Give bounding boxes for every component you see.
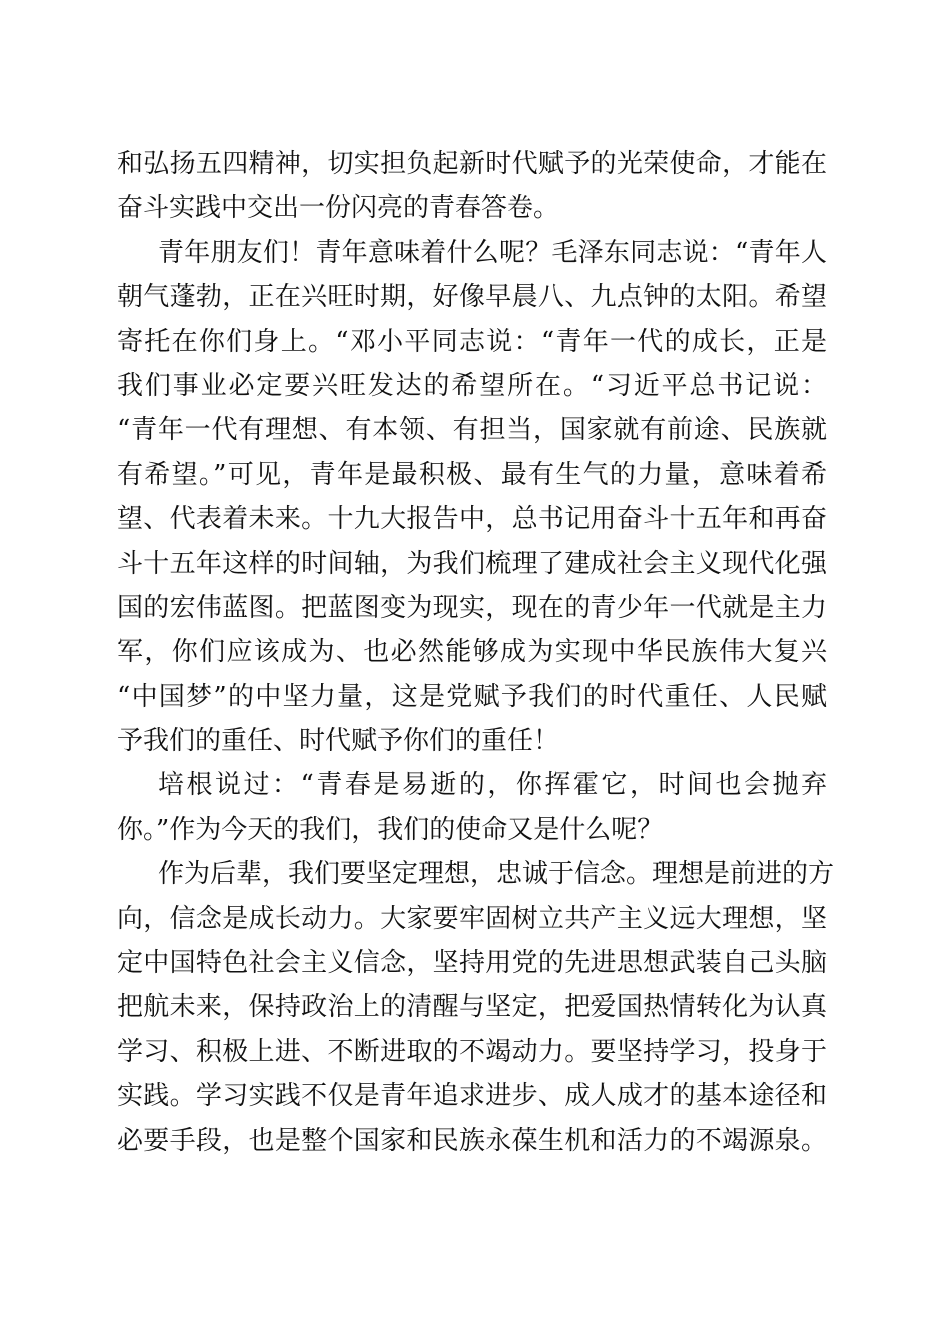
text-line: 寄托在你们身上。“邓小平同志说：“青年一代的成长，正是: [117, 326, 827, 357]
text-line: “青年一代有理想、有本领、有担当，国家就有前途、民族就: [117, 415, 827, 446]
text-line: 有希望。”可见，青年是最积极、最有生气的力量，意味着希: [117, 459, 827, 490]
paragraph-start-line: 培根说过：“青春是易逝的，你挥霍它，时间也会抛弃: [158, 770, 827, 801]
text-line: 实践。学习实践不仅是青年追求进步、成人成才的基本途径和: [117, 1081, 827, 1112]
text-line: 学习、积极上进、不断进取的不竭动力。要坚持学习，投身于: [117, 1036, 827, 1067]
text-line: 军，你们应该成为、也必然能够成为实现中华民族伟大复兴: [117, 637, 827, 668]
text-line: 奋斗实践中交出一份闪亮的青春答卷。: [117, 193, 560, 224]
text-line: 望、代表着未来。十九大报告中，总书记用奋斗十五年和再奋: [117, 504, 827, 535]
text-line: 斗十五年这样的时间轴，为我们梳理了建成社会主义现代化强: [117, 548, 827, 579]
text-line: 予我们的重任、时代赋予你们的重任！: [117, 726, 560, 757]
text-line: 定中国特色社会主义信念，坚持用党的先进思想武装自己头脑: [117, 948, 827, 979]
text-line: “中国梦”的中坚力量，这是党赋予我们的时代重任、人民赋: [117, 681, 827, 712]
paragraph-start-line: 作为后辈，我们要坚定理想，忠诚于信念。理想是前进的方: [158, 859, 835, 890]
text-line: 把航未来，保持政治上的清醒与坚定，把爱国热情转化为认真: [117, 992, 827, 1023]
text-line: 我们事业必定要兴旺发达的希望所在。“习近平总书记说：: [117, 370, 827, 401]
text-line: 向，信念是成长动力。大家要牢固树立共产主义远大理想，坚: [117, 903, 827, 934]
text-line: 朝气蓬勃，正在兴旺时期，好像早晨八、九点钟的太阳。希望: [117, 282, 827, 313]
text-line: 你。”作为今天的我们，我们的使命又是什么呢？: [117, 814, 664, 845]
text-line: 和弘扬五四精神，切实担负起新时代赋予的光荣使命，才能在: [117, 149, 827, 179]
text-line: 必要手段，也是整个国家和民族永葆生机和活力的不竭源泉。: [117, 1125, 827, 1156]
text-line: 国的宏伟蓝图。把蓝图变为现实，现在的青少年一代就是主力: [117, 592, 827, 623]
paragraph-start-line: 青年朋友们！青年意味着什么呢？毛泽东同志说：“青年人: [158, 237, 827, 268]
document-body: [117, 142, 835, 1163]
